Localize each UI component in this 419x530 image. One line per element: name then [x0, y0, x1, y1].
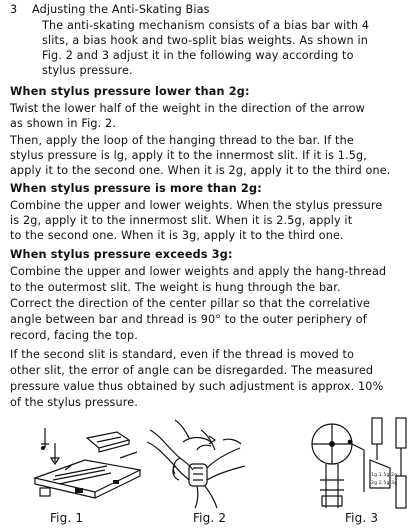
fig3-label-row2: 2g 2.5g 3g — [371, 481, 398, 486]
case2-line: Combine the upper and lower weights. When the stylus pressure — [10, 199, 383, 212]
intro-line: Fig. 2 and 3 adjust it in the following way according to — [42, 49, 354, 62]
case3-line: of the stylus pressure. — [10, 396, 139, 409]
figure-3-illustration — [300, 416, 412, 512]
case3-line: pressure value thus obtained by such adjustment is approx. 10% — [10, 380, 384, 393]
case3-line: record, facing the top. — [10, 329, 138, 342]
figure-1-illustration — [25, 418, 150, 510]
case2-heading: When stylus pressure is more than 2g: — [10, 182, 262, 195]
case2-line: to the second one. When it is 3g, apply it to the third one. — [10, 229, 344, 242]
section-title: Adjusting the Anti-Skating Bias — [32, 3, 210, 16]
case1-heading: When stylus pressure lower than 2g: — [10, 85, 250, 98]
fig3-label-row1: 1g 1.5g 2g — [371, 473, 398, 478]
case3-line: If the second slit is standard, even if the thread is moved to — [10, 348, 355, 361]
case3-line: angle between bar and thread is 90° to the outer periphery of — [10, 313, 367, 326]
intro-line: stylus pressure. — [42, 64, 133, 77]
figure-3-caption: Fig. 3 — [345, 511, 379, 525]
case3-line: to the outermost slit. The weight is hung through the bar. — [10, 281, 341, 294]
intro-line: The anti-skating mechanism consists of a bias bar with 4 — [42, 19, 370, 32]
section-number: 3 — [10, 3, 18, 16]
figure-2-illustration — [145, 410, 255, 510]
case1-line: Twist the lower half of the weight in the direction of the arrow — [10, 102, 365, 115]
case3-heading: When stylus pressure exceeds 3g: — [10, 248, 233, 261]
case1-line: stylus pressure is lg, apply it to the innermost slit. If it is 1.5g, — [10, 149, 367, 162]
case1-line: apply it to the second one. When it is 2g, apply it to the third one. — [10, 164, 391, 177]
case2-line: is 2g, apply it to the innermost slit. When it is 2.5g, apply it — [10, 214, 353, 227]
intro-line: slits, a bias hook and two-split bias weights. As shown in — [42, 34, 368, 47]
case1-line: as shown in Fig. 2. — [10, 117, 117, 130]
case3-line: Correct the direction of the center pillar so that the correlative — [10, 297, 371, 310]
figure-2-caption: Fig. 2 — [193, 511, 227, 525]
case3-line: Combine the upper and lower weights and apply the hang-thread — [10, 265, 387, 278]
case3-line: other slit, the error of angle can be disregarded. The measured — [10, 364, 374, 377]
case1-line: Then, apply the loop of the hanging thread to the bar. If the — [10, 134, 354, 147]
figure-1-caption: Fig. 1 — [50, 511, 84, 525]
